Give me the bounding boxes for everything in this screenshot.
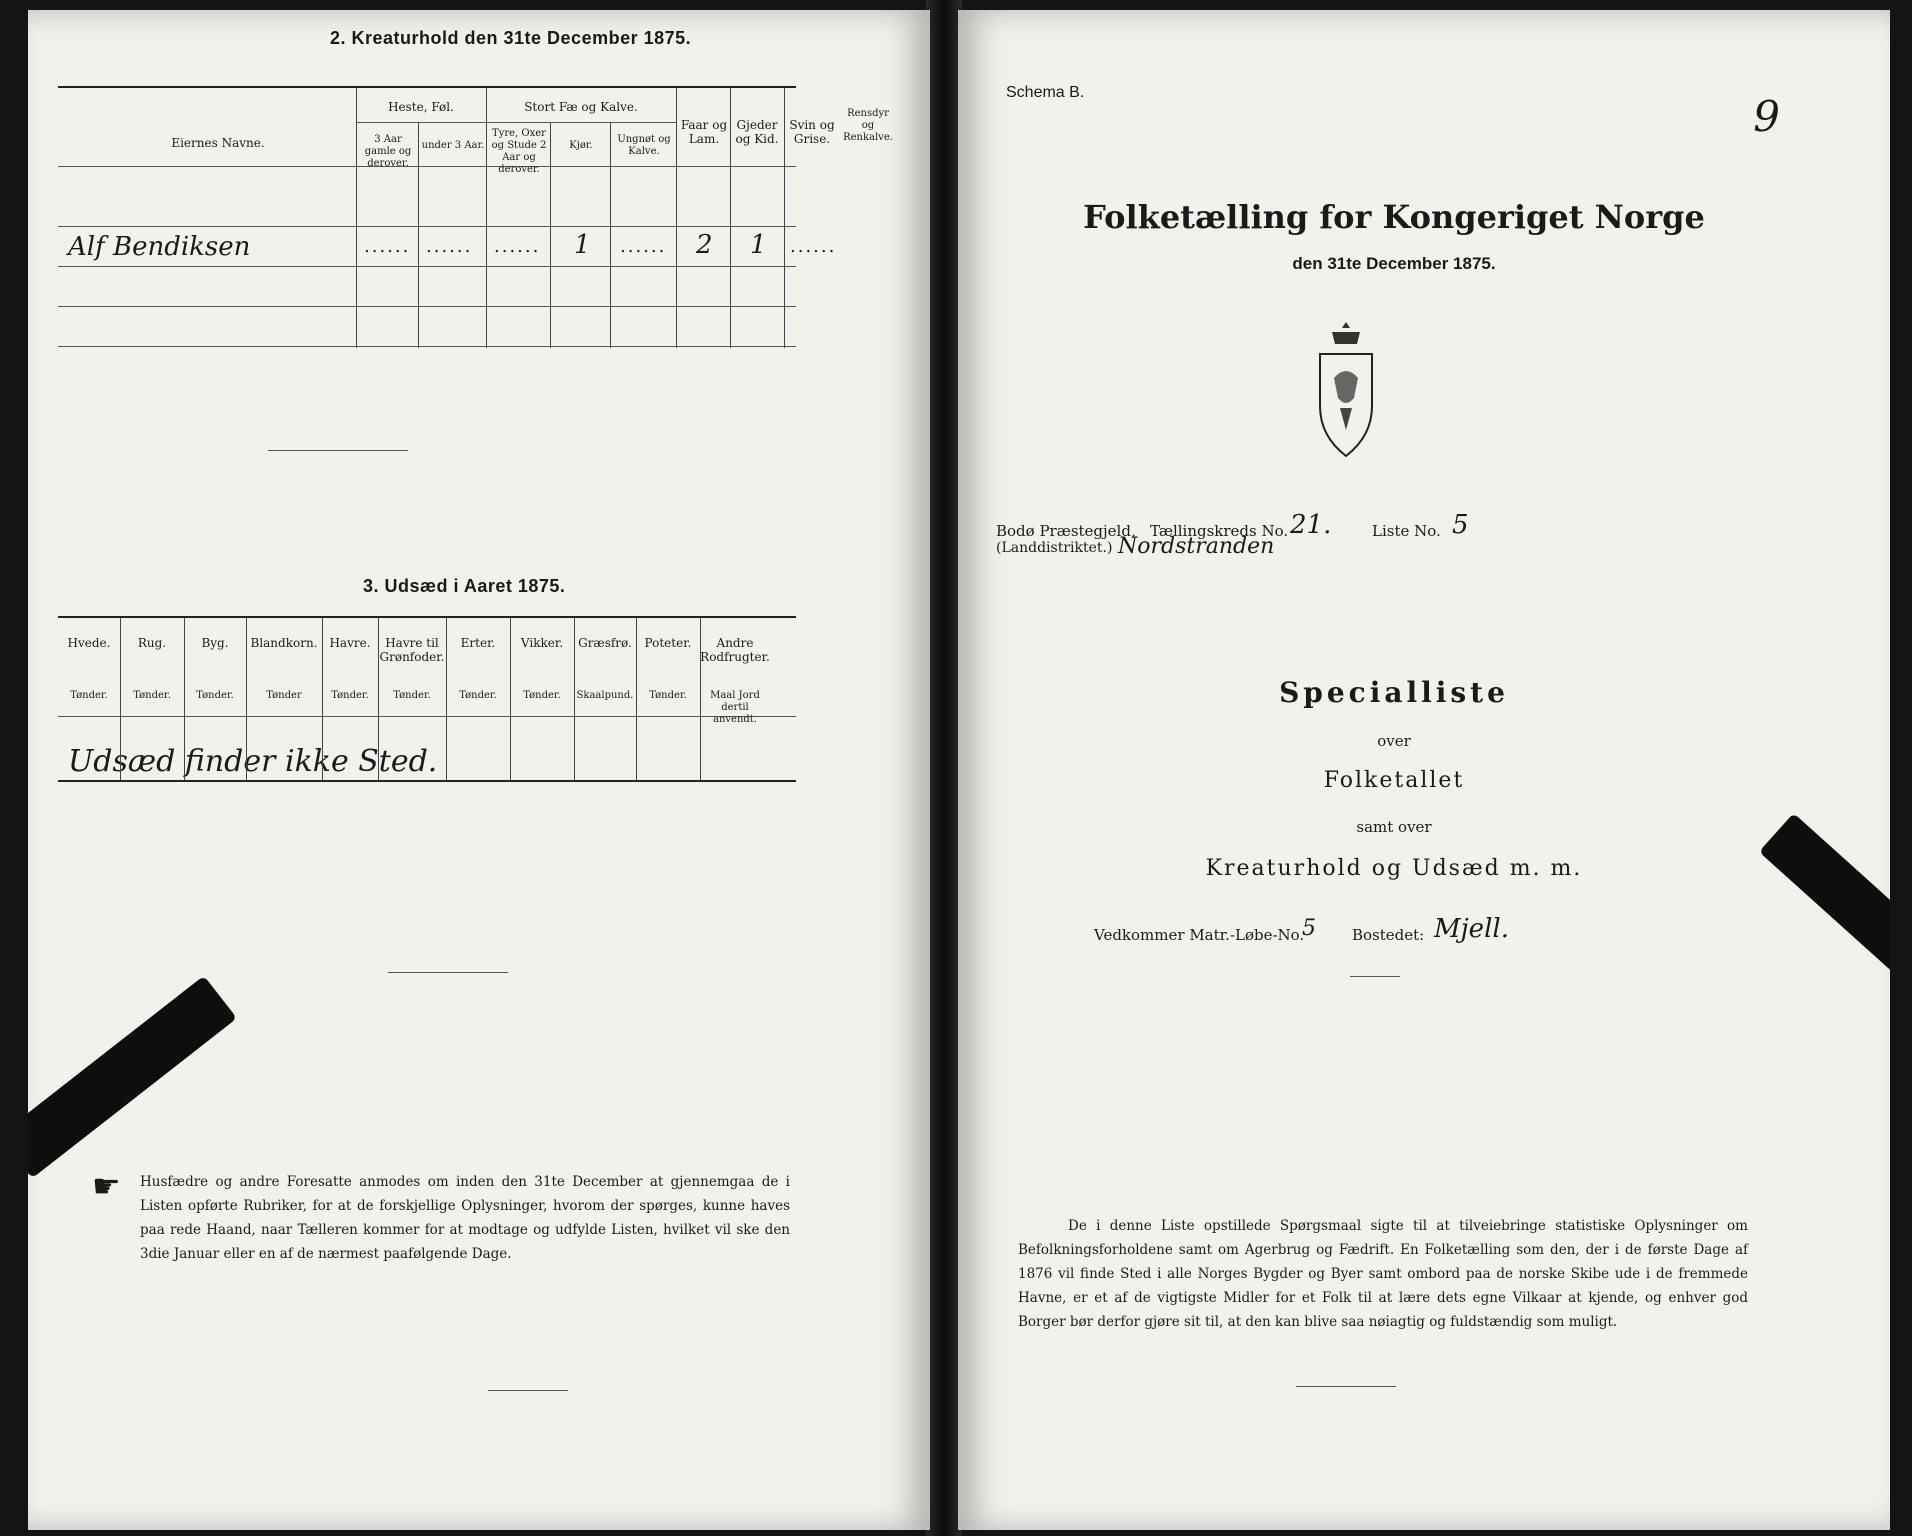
date-line: den 31te December 1875. [1292,254,1496,273]
census-district-label: Tællingskreds No. [1150,522,1289,540]
specialliste-title: Specialliste [1279,676,1509,709]
table-rule [58,266,796,267]
district-label: (Landdistriktet.) [996,540,1113,556]
seed-row-note: Udsæd finder ikke Sted. [68,744,438,779]
table-rule [58,716,796,717]
owner-name: Alf Bendiksen [68,232,251,262]
header-horses: Heste, Føl. [388,100,454,114]
col-line [418,122,419,348]
table-rule [58,166,796,167]
header-reindeer: Rensdyr og Renkalve. [843,108,893,143]
col-line [510,618,511,780]
dots-cattle-bulls: ...... [494,236,541,257]
matr-value: 5 [1302,916,1316,941]
count-goats: 1 [750,230,767,260]
right-page [958,10,1890,1530]
book-spine [926,0,962,1536]
table-rule [58,306,796,307]
col-line [486,88,487,348]
seed-header-name: Vikker. [520,636,564,650]
dots-pigs: ...... [790,236,837,257]
col-line [322,618,323,780]
seed-header-name: Erter. [460,636,496,650]
list-label: Liste No. [1372,522,1441,540]
seed-header-unit: Tønder. [649,690,687,701]
seed-header-unit: Tønder. [70,690,108,701]
schema-label: Schema B. [1006,84,1085,101]
seed-header-name: Rug. [137,636,167,650]
left-page [28,10,930,1530]
short-rule [268,450,408,451]
count-cows: 1 [574,230,591,260]
seed-header-unit: Tønder. [331,690,369,701]
kreaturhold-label: Kreaturhold og Udsæd m. m. [1205,856,1583,881]
over-label: over [1377,732,1411,750]
notice-text: Husfædre og andre Foresatte anmodes om inden den 31te December at gjennemgaa de i Listen opførte Rubriker, for at de forskjellige Oplysninger, hvorom der spørges, kunne haves paa rede Haand, naar Tælleren kommer for at modtage og udfylde Listen, hvilket vil ske den 3die Januar eller en af de nærmest paafølgende Dage. [140,1174,790,1262]
table-rule [356,122,676,123]
seed-header-unit: Maal Jord dertil anvendt. [710,690,760,725]
header-cattle-bulls: Tyre, Oxer og Stude 2 Aar og derover. [491,128,547,175]
bookmark-strip [28,976,237,1179]
samt-over-label: samt over [1356,818,1432,836]
header-sheep: Faar og Lam. [680,118,728,146]
matr-label: Vedkommer Matr.-Løbe-No. [1094,926,1305,944]
coat-of-arms-icon [1310,320,1382,460]
short-rule [388,972,508,973]
section2-title: 2. Kreaturhold den 31te December 1875. [330,28,692,48]
table-rule [58,86,796,88]
bosted-value: Mjell. [1434,914,1509,944]
census-district-value: 21. [1290,510,1332,540]
col-line [550,122,551,348]
header-horses-under3: under 3 Aar. [421,140,485,151]
table-rule [58,346,796,347]
header-goats: Gjeder og Kid. [735,118,779,146]
header-horses-3plus: 3 Aar gamle og derover. [364,134,412,169]
table-rule [58,616,796,618]
folketallet-label: Folketallet [1323,768,1465,793]
header-pigs: Svin og Grise. [789,118,835,146]
short-rule [488,1390,568,1391]
seed-header-unit: Tønder. [133,690,171,701]
dots-horses-under3: ...... [426,236,473,257]
col-line [356,88,357,348]
seed-header-unit: Tønder [266,690,302,701]
intro-paragraph: De i denne Liste opstillede Spørgsmaal sigte til at tilveiebringe statistiske Oplysninger om Befolkningsforholdene samt om Agerbrug og Fædrift. En Folketælling som den, der i de første Dage af 1876 vil finde Sted i alle Norges Bygder og Byer samt ombord paa de norske Skibe ude i de fremmede Havne, er et af de vigtigste Midler for et Folk til at lære dets egne Vilkaar at kjende, og enhver god Borger bør derfor gjøre sit til, at den kan blive saa nøiagtig og fuldstændig som muligt. [1018,1218,1748,1330]
table-rule [58,780,796,782]
seed-header-unit: Tønder. [196,690,234,701]
col-line [574,618,575,780]
table-rule [58,226,796,227]
seed-header-name: Andre Rodfrugter. [700,636,770,664]
seed-header-unit: Tønder. [393,690,431,701]
header-cattle: Stort Fæ og Kalve. [524,100,638,114]
short-rule [1350,976,1400,977]
parish-label: Bodø Præstegjeld, [996,522,1136,540]
dots-horses-3plus: ...... [364,236,411,257]
seed-header-name: Byg. [201,636,229,650]
count-sheep: 2 [696,230,713,260]
bosted-label: Bostedet: [1352,926,1425,944]
col-line [378,618,379,780]
col-line [610,122,611,348]
header-cattle-cows: Kjør. [569,140,593,151]
seed-header-name: Blandkorn. [250,636,318,650]
header-cattle-young: Ungnøt og Kalve. [617,134,671,157]
page-number: 9 [1753,92,1780,141]
section3-title: 3. Udsæd i Aaret 1875. [363,576,566,596]
seed-header-name: Havre. [329,636,371,650]
seed-header-unit: Tønder. [459,690,497,701]
col-line [676,88,677,348]
col-line [700,618,701,780]
col-line [246,618,247,780]
main-title: Folketælling for Kongeriget Norge [1083,198,1705,236]
dots-cattle-young: ...... [620,236,667,257]
bookmark-strip [1759,813,1890,999]
seed-header-name: Hvede. [67,636,111,650]
short-rule [1296,1386,1396,1387]
district-name: Nordstranden [1118,534,1275,559]
col-line [120,618,121,780]
seed-header-unit: Skaalpund. [576,690,634,701]
list-value: 5 [1452,510,1469,540]
header-owner: Eiernes Navne. [171,136,265,150]
col-line [184,618,185,780]
seed-header-name: Havre til Grønfoder. [379,636,445,664]
col-line [636,618,637,780]
seed-header-name: Poteter. [644,636,692,650]
pointing-hand-icon: ☛ [92,1167,121,1205]
col-line [446,618,447,780]
seed-header-name: Græsfrø. [578,636,632,650]
seed-header-unit: Tønder. [523,690,561,701]
